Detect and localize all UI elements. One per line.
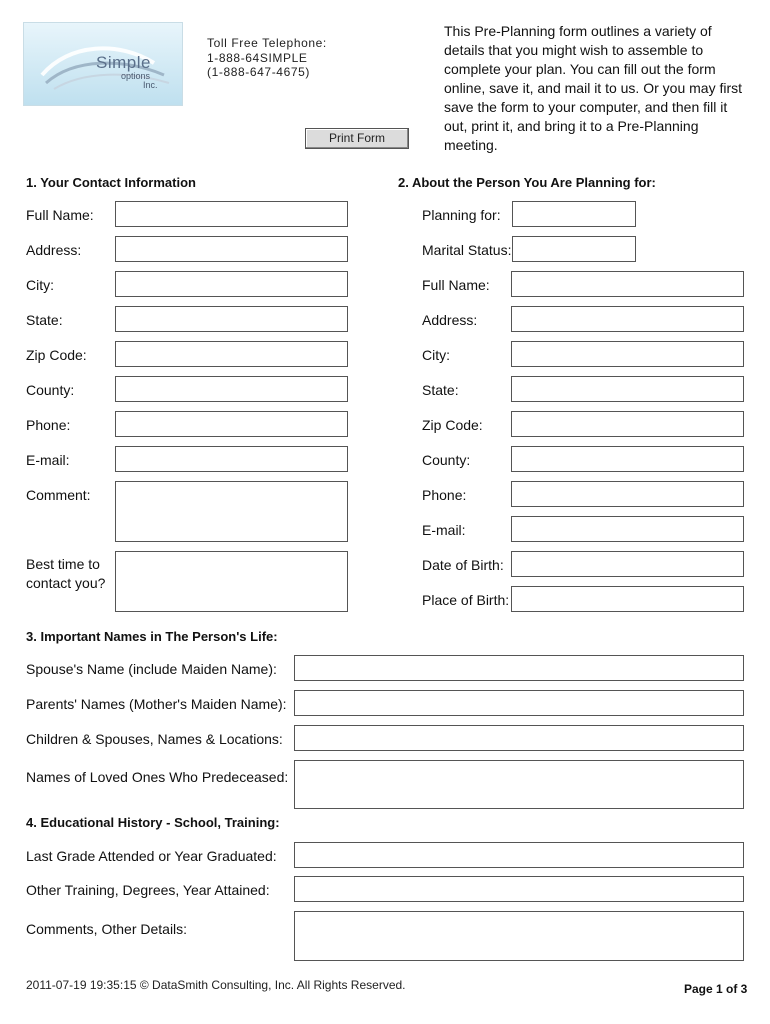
person-email-label: E-mail: bbox=[422, 522, 466, 538]
contact-city-field[interactable] bbox=[115, 271, 348, 297]
person-pob-field[interactable] bbox=[511, 586, 744, 612]
planning-for-label: Planning for: bbox=[422, 207, 501, 223]
phone-line-2: (1-888-647-4675) bbox=[207, 65, 310, 79]
predeceased-field[interactable] bbox=[294, 760, 744, 809]
intro-paragraph: This Pre-Planning form outlines a variety of details that you might wish to assemble to complete your plan. You can fill out the form online, save it, and mail it to us. Or you may first save the form to your computer, and then fill it out, print it, and bring it to a Pre-Planning meeting. bbox=[444, 23, 743, 153]
contact-comment-label: Comment: bbox=[26, 487, 91, 503]
contact-county-field[interactable] bbox=[115, 376, 348, 402]
person-dob-label: Date of Birth: bbox=[422, 557, 504, 573]
logo-sub-text-2: Inc. bbox=[143, 80, 158, 90]
parents-names-field[interactable] bbox=[294, 690, 744, 716]
footer-copyright: 2011-07-19 19:35:15 © DataSmith Consulting, Inc. All Rights Reserved. bbox=[26, 978, 406, 992]
spouse-name-field[interactable] bbox=[294, 655, 744, 681]
contact-email-field[interactable] bbox=[115, 446, 348, 472]
contact-phone-label: Phone: bbox=[26, 417, 71, 433]
contact-county-label: County: bbox=[26, 382, 75, 398]
person-address-field[interactable] bbox=[511, 306, 744, 332]
best-time-label-line-1: Best time to bbox=[26, 556, 100, 572]
contact-address-label: Address: bbox=[26, 242, 82, 258]
other-comments-field[interactable] bbox=[294, 911, 744, 961]
section-1-heading: 1. Your Contact Information bbox=[26, 175, 196, 190]
contact-zip-field[interactable] bbox=[115, 341, 348, 367]
page-number: Page 1 of 3 bbox=[684, 982, 748, 996]
other-comments-label: Comments, Other Details: bbox=[26, 921, 188, 937]
contact-full-name-label: Full Name: bbox=[26, 207, 94, 223]
person-pob-label: Place of Birth: bbox=[422, 592, 510, 608]
contact-address-field[interactable] bbox=[115, 236, 348, 262]
best-time-label-line-2: contact you? bbox=[26, 575, 106, 591]
person-zip-label: Zip Code: bbox=[422, 417, 483, 433]
contact-city-label: City: bbox=[26, 277, 54, 293]
contact-zip-label: Zip Code: bbox=[26, 347, 87, 363]
person-county-field[interactable] bbox=[511, 446, 744, 472]
person-email-field[interactable] bbox=[511, 516, 744, 542]
children-spouses-field[interactable] bbox=[294, 725, 744, 751]
toll-free-phone bbox=[207, 36, 327, 80]
other-training-label: Other Training, Degrees, Year Attained: bbox=[26, 882, 270, 898]
person-state-label: State: bbox=[422, 382, 459, 398]
person-state-field[interactable] bbox=[511, 376, 744, 402]
person-city-label: City: bbox=[422, 347, 450, 363]
person-county-label: County: bbox=[422, 452, 471, 468]
section-2-heading: 2. About the Person You Are Planning for: bbox=[398, 175, 656, 190]
children-spouses-label: Children & Spouses, Names & Locations: bbox=[26, 731, 283, 747]
section-4-heading: 4. Educational History - School, Training: bbox=[26, 815, 280, 830]
person-dob-field[interactable] bbox=[511, 551, 744, 577]
phone-line-1: 1-888-64SIMPLE bbox=[207, 50, 308, 65]
person-address-label: Address: bbox=[422, 312, 478, 328]
person-phone-field[interactable] bbox=[511, 481, 744, 507]
logo-sub-text: options bbox=[121, 71, 151, 81]
planning-for-field[interactable] bbox=[512, 201, 636, 227]
contact-state-field[interactable] bbox=[115, 306, 348, 332]
section-3-heading: 3. Important Names in The Person's Life: bbox=[26, 629, 278, 644]
best-time-field[interactable] bbox=[115, 551, 348, 612]
contact-phone-field[interactable] bbox=[115, 411, 348, 437]
person-full-name-label: Full Name: bbox=[422, 277, 490, 293]
contact-state-label: State: bbox=[26, 312, 63, 328]
marital-status-label: Marital Status: bbox=[422, 242, 512, 258]
print-form-button[interactable]: Print Form bbox=[305, 128, 409, 149]
last-grade-field[interactable] bbox=[294, 842, 744, 868]
company-logo bbox=[23, 22, 183, 106]
other-training-field[interactable] bbox=[294, 876, 744, 902]
person-phone-label: Phone: bbox=[422, 487, 467, 503]
spouse-name-label: Spouse's Name (include Maiden Name): bbox=[26, 661, 277, 677]
last-grade-label: Last Grade Attended or Year Graduated: bbox=[26, 848, 277, 864]
person-city-field[interactable] bbox=[511, 341, 744, 367]
contact-email-label: E-mail: bbox=[26, 452, 70, 468]
marital-status-field[interactable] bbox=[512, 236, 636, 262]
contact-full-name-field[interactable] bbox=[115, 201, 348, 227]
contact-comment-field[interactable] bbox=[115, 481, 348, 542]
phone-title: Toll Free Telephone: bbox=[207, 36, 327, 50]
person-full-name-field[interactable] bbox=[511, 271, 744, 297]
logo-brand-text: Simple bbox=[96, 53, 151, 72]
predeceased-label: Names of Loved Ones Who Predeceased: bbox=[26, 769, 289, 785]
person-zip-field[interactable] bbox=[511, 411, 744, 437]
parents-names-label: Parents' Names (Mother's Maiden Name): bbox=[26, 696, 287, 712]
